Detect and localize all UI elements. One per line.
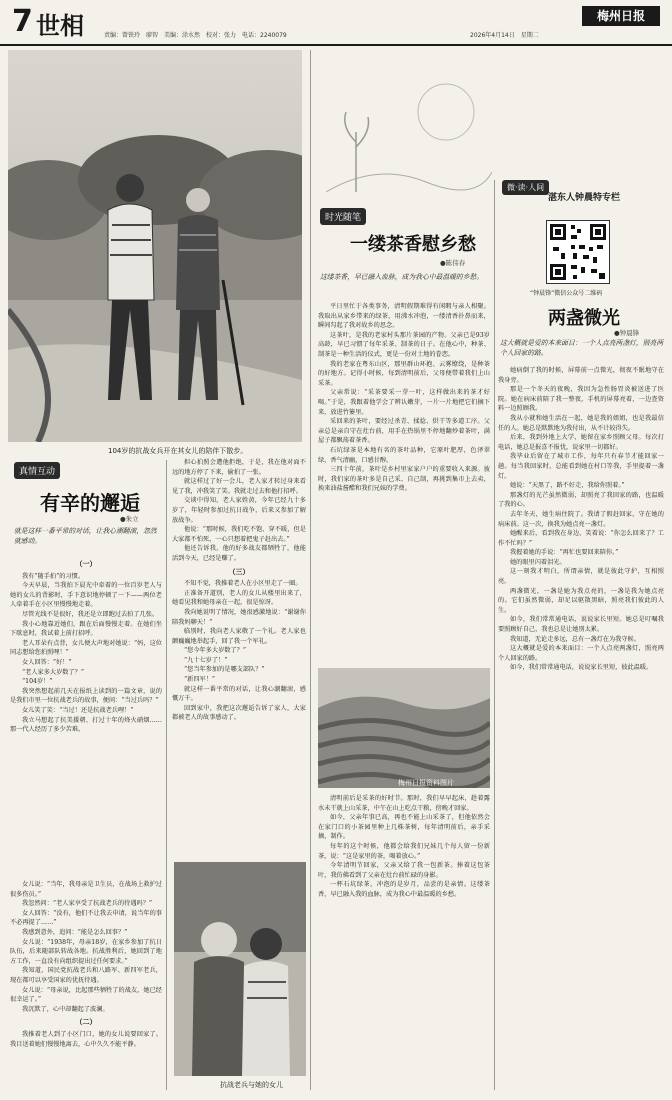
article1-title: 有辛的邂逅 xyxy=(40,491,140,515)
paragraph: 我沉默了，心中却翻起了波澜。 xyxy=(22,1005,109,1013)
paragraph: 那盏灯的光芒虽然微弱，却照亮了我回家的路，也温暖了我的心。 xyxy=(498,491,664,509)
section-title: 世相 xyxy=(36,12,84,40)
paragraph: 女儿说：“母亲说，比起那些牺牲了的战友，她已经很幸运了。” xyxy=(10,986,162,1004)
elderly-walk-illustration xyxy=(8,50,302,442)
article2-column1 xyxy=(318,302,490,664)
main-photo-caption: 104岁的抗战女兵开在其女儿的陪伴下散步。 xyxy=(108,447,248,455)
paragraph: 她醒来后，看到我在身边，笑着说：“你怎么回来了？工作不忙吗？” xyxy=(498,530,664,547)
paragraph: 我握着她的手说：“再忙也要回来陪你。” xyxy=(510,549,619,557)
paragraph: 我从小就和她生活在一起，她是我的姐姐，也是我最信任的人。她总是默默地为我付出，从不计较得失。 xyxy=(498,414,664,432)
paragraph: 我知道，无论走多远，总有一盏灯在为我守候。 xyxy=(510,635,640,643)
paragraph: 女人回答：“没有，他们不让我去申请，说当年的事不必再提了……” xyxy=(10,909,162,927)
promo-tag: 微·读·人间 xyxy=(502,180,549,195)
paragraph: 老人耳朵有点背，女儿便大声地对她说：“妈，这位同志想给您拍照哩！” xyxy=(10,639,162,657)
paragraph: 我忽然问：“老人家享受了抗战老兵的待遇吗？” xyxy=(22,900,153,908)
paragraph: “您今年多大岁数了？” xyxy=(184,647,247,655)
paragraph: 如今，我们常常通电话，说说家长里短，彼此温暖。 xyxy=(510,664,653,672)
article1-column2 xyxy=(10,880,162,1092)
paragraph: 她的眼里闪着泪光。 xyxy=(510,558,566,566)
article1-author: ●朱立 xyxy=(120,515,139,523)
veteran-photo-caption: 抗战老兵与她的女儿 xyxy=(220,1081,283,1089)
paragraph: 我立马想起了抗美援朝、打过十年的烽火硝烟……那一代人经历了多少苦难。 xyxy=(10,716,162,734)
paragraph: 我推着老人到了小区门口，她的女儿说要回家了。我目送着她们慢慢地离去，心中久久不能平静。 xyxy=(10,1030,162,1048)
issue-date: 2026年4月14日 星期二 xyxy=(470,32,539,39)
qr-code-icon xyxy=(547,221,609,283)
paragraph: 女人回答：“好！” xyxy=(22,658,72,666)
paragraph: 就这样过了好一会儿，老人家才转过身来看见了我，冲我笑了笑。我就走过去和他打招呼。 xyxy=(172,478,306,495)
paragraph: 清明前后是采茶的好时节。那时，我们早早起床，趁着露水未干就上山采茶，中午在山上吃点干粮，傍晚才回家。 xyxy=(318,795,490,812)
paragraph: 两盏微光，一盏是她为我点亮的，一盏是我为她点亮的。它们虽然微弱，却足以驱散黑暗，照亮我们彼此的人生。 xyxy=(498,587,664,614)
paragraph: “104岁！” xyxy=(22,678,53,686)
paragraph: 这大概就是爱的本来面目：一个人点亮两盏灯，照亮两个人回家的路。 xyxy=(498,645,664,662)
tea-photo-caption: 梅州日报资料图片 xyxy=(398,779,454,787)
article2-lead: 这缕茶香，早已融入血脉，成为我心中最温暖的乡愁。 xyxy=(320,273,484,281)
article2-tag: 时光随笔 xyxy=(320,208,366,225)
paragraph: “老人家多大岁数了？” xyxy=(22,668,85,676)
paragraph: 我有“随手拍”的习惯。 xyxy=(22,572,85,580)
paragraph: 父亲常说：“采茶要采一芽一叶，这样做出来的茶才好喝。”于是，我跟着他学会了辨认嫩芽，一片一片地把它们摘下来，放进竹篓里。 xyxy=(318,389,490,416)
paragraph: 石坑绿茶是本地有名的茶叶品种，它原叶肥厚，色泽翠绿，香气清幽，口感甘醇。 xyxy=(318,446,490,464)
paragraph: 交谈中得知，老人家姓黄，今年已经九十多岁了，年轻时参加过抗日战争，后来又参加了解放战争。 xyxy=(172,497,306,524)
paragraph: “新四军！” xyxy=(184,676,216,684)
paragraph: 女儿说：“1938年，母亲18岁，在家乡参加了抗日队伍，后来随部队转战各地。抗战胜利后，她回到了地方工作，一直没有向组织提出过任何要求。” xyxy=(10,938,162,965)
paragraph: 今年清明节回家，父亲又给了我一包新茶。捧着这包茶叶，我仿佛看到了父亲在灶台前忙碌的身影。 xyxy=(318,862,490,879)
paragraph: 回到家中，我把这次邂逅告诉了家人，大家都被老人的故事感动了。 xyxy=(172,704,306,722)
paragraph: 女儿笑了笑：“当过！还是抗战老兵哩！” xyxy=(22,706,134,714)
article2-author: ●陈伟春 xyxy=(440,259,466,267)
wechat-qr-code[interactable] xyxy=(546,220,610,284)
paragraph: 如今，我们常常通电话，说说家长里短。她总是叮嘱我要照顾好自己，我也总是让她别太累。 xyxy=(498,616,664,634)
promo-title: 湛东人钟晨特专栏 xyxy=(548,193,621,203)
main-photo xyxy=(8,50,302,442)
tea-garden-illustration xyxy=(318,668,490,788)
paragraph: 我毕业后留在了城市工作，每年只有春节才能回家一趟。每当我回家时，总能看到她在村口等我，手里提着一盏灯。 xyxy=(498,453,664,480)
masthead-logo: 梅州日报 xyxy=(582,6,660,26)
article1-section2-heading: （二） xyxy=(75,1017,97,1027)
column-divider xyxy=(310,50,311,1090)
article3-lead: 这大概就是爱的本来面目：一个人点亮两盏灯，照亮两个人回家的路。 xyxy=(500,339,664,357)
paragraph: 我向她说明了情况，她很感激地说：“谢谢你陪我妈聊天！” xyxy=(172,608,306,626)
paragraph: 今天早晨，当我拍下晨光中牵着的一位百岁老人与她的女儿的背影时，手下意识地停顿了一下——两位老人牵着手在小区里慢慢地走着。 xyxy=(10,582,162,609)
paragraph: 不知不觉，我推着老人在小区里走了一圈。 xyxy=(184,580,302,588)
paragraph: 他说：“那时候，我们吃不饱、穿不暖，但是大家都不怕死，一心只想着把鬼子赶出去。” xyxy=(172,526,306,543)
paragraph: 正准备开道别，老人的女儿从楼里出来了，她看见我和她母亲在一起，很是惊讶。 xyxy=(172,589,306,607)
article3-title: 两盏微光 xyxy=(548,308,620,329)
paragraph: 她说：“天黑了，路不好走，我给你照着。” xyxy=(510,482,625,490)
paragraph: 那是一个冬天的夜晚，我因为急性肠胃炎被送进了医院。她在病床前陪了我一整夜，手机的屏幕亮着，一边查资料一边照顾我。 xyxy=(498,386,664,413)
paragraph: 一杯石坑绿茶，冲泡的是岁月，品尝的是亲情。这缕茶香，早已融入我的血脉，成为我心中最温暖的乡愁。 xyxy=(318,881,490,898)
paragraph: 我感到意外，追问：“能是怎么回事？” xyxy=(22,928,128,936)
paragraph: 平日里忙于各类事务，清明假期难得有闲暇与亲人相聚。我取出从家乡带来的绿茶，用沸水冲泡，一缕清香扑鼻而来，瞬间勾起了我对故乡的思念。 xyxy=(318,303,490,330)
paragraph: 每年的这个时候，他都会给我们兄妹几个每人留一份新茶，说：“这是家里的茶，喝着放心。” xyxy=(318,842,490,860)
paragraph: 尽管光线不是很好，我还是立即跑过去拍了几张。 xyxy=(22,610,159,618)
tea-garden-photo xyxy=(318,668,490,788)
article1-section3-heading: （三） xyxy=(228,566,250,576)
page-number: 7 xyxy=(12,4,33,39)
paragraph: 这一刻我才明白，所谓亲情，就是彼此守护，互相照亮。 xyxy=(498,568,664,586)
paragraph: 担心拍照会遭他拒绝，于是，我在他对面不远的地方停了下来，偷拍了一张。 xyxy=(172,459,306,476)
paragraph: 如今，父亲年事已高，再也不能上山采茶了，但他依然会在家门口的小茶园里种上几株茶树，每年清明前后，亲手采摘、制作。 xyxy=(318,814,490,841)
header-illustration xyxy=(316,52,492,202)
paragraph: “九十七岁了！” xyxy=(184,656,228,664)
page-header xyxy=(0,0,672,46)
article1-tag: 真情互动 xyxy=(14,462,60,479)
article1-lead: 就是这样一番平常的对话，让我心潮翻滚，忽然就感动。 xyxy=(14,527,157,545)
article1-column1 xyxy=(10,556,162,876)
veteran-photo xyxy=(174,862,306,1076)
paragraph: 我突然想起前几天在报纸上读到的一篇文章，说的是我们市里一位抗战老兵的故事，便问：“当过兵吗？” xyxy=(10,687,162,705)
paragraph: 临别时，我向老人家敬了一个礼。老人家也颤巍巍地举起手，回了我一个军礼。 xyxy=(172,628,306,645)
paragraph: 我小心地靠近她们，跟在后面慢慢走着。在她们坐下歇息时，我试着上前打招呼。 xyxy=(10,620,162,638)
paragraph: 去年冬天，她生病住院了。我请了假赶回家，守在她的病床前。这一次，换我为她点亮一盏灯。 xyxy=(498,510,664,528)
article1-column3 xyxy=(172,458,306,858)
qr-caption: “钟晨锋”微信公众号二维码 xyxy=(530,290,603,297)
paragraph: 他还告诉我，他的好多战友都牺牲了，他能活到今天，已经是赚了。 xyxy=(172,545,306,562)
article1-section1-heading: （一） xyxy=(75,559,97,568)
article3-author: ●钟晨锋 xyxy=(614,329,640,337)
paragraph: 女儿说：“当年，我母亲是卫生员，在战场上救护过很多伤员。” xyxy=(10,881,162,898)
paragraph: 后来，我到外地上大学，她留在家乡照顾父母。每次打电话，她总是报喜不报忧，说家里一切都好。 xyxy=(498,434,664,451)
column-divider xyxy=(494,180,495,1090)
paragraph: 她病倒了我的时候，屏幕前一点微光，彻夜不眠地守在我身旁。 xyxy=(498,367,664,384)
article2-column2 xyxy=(318,794,490,1092)
veteran-portrait-illustration xyxy=(174,862,306,1076)
landscape-sketch-icon xyxy=(316,52,492,202)
paragraph: “您当年参加的是哪支部队？” xyxy=(184,666,265,674)
article2-title: 一缕茶香慰乡愁 xyxy=(350,234,476,255)
paragraph: 我的老家在粤东山区，那里群山环抱、云雾缭绕，是种茶的好地方。记得小时候，每到清明前后，父母便带着我们上山采茶。 xyxy=(318,360,490,387)
paragraph: 这茶叶，是我的老家村头那片茶园的产物。父亲已是93岁高龄，早已习惯了每年采茶、制茶的日子。在他心中，种茶、制茶是一种生活的仪式，更是一份对土地的眷恋。 xyxy=(318,331,490,358)
paragraph: 采回来的茶叶，要经过杀青、揉捻、烘干等多道工序。父亲总是亲自守在灶台前，用手在热锅里不停地翻炒着茶叶，满屋子都飘荡着茶香。 xyxy=(318,418,490,445)
article3-column xyxy=(498,366,664,1092)
paragraph: 就这样一番平常的对话，让我心潮翻滚，感慨万千。 xyxy=(172,685,306,703)
editor-credits: 责编：曾铁玲 廖智 美编：涂水然 校对：张力 电话：2240079 xyxy=(104,32,287,39)
column-divider xyxy=(166,460,167,1090)
paragraph: 三四十年前，茶叶是乡村里家家户户的重要收入来源。彼时，我们家的茶叶多是自己采、自己制，再挑到集市上去卖，换来油盐酱醋和我们兄妹的学费。 xyxy=(318,466,490,493)
paragraph: 我知道，国民党抗战老兵和八路军、新四军老兵，现在都可以享受国家的优抚待遇。 xyxy=(10,967,162,984)
